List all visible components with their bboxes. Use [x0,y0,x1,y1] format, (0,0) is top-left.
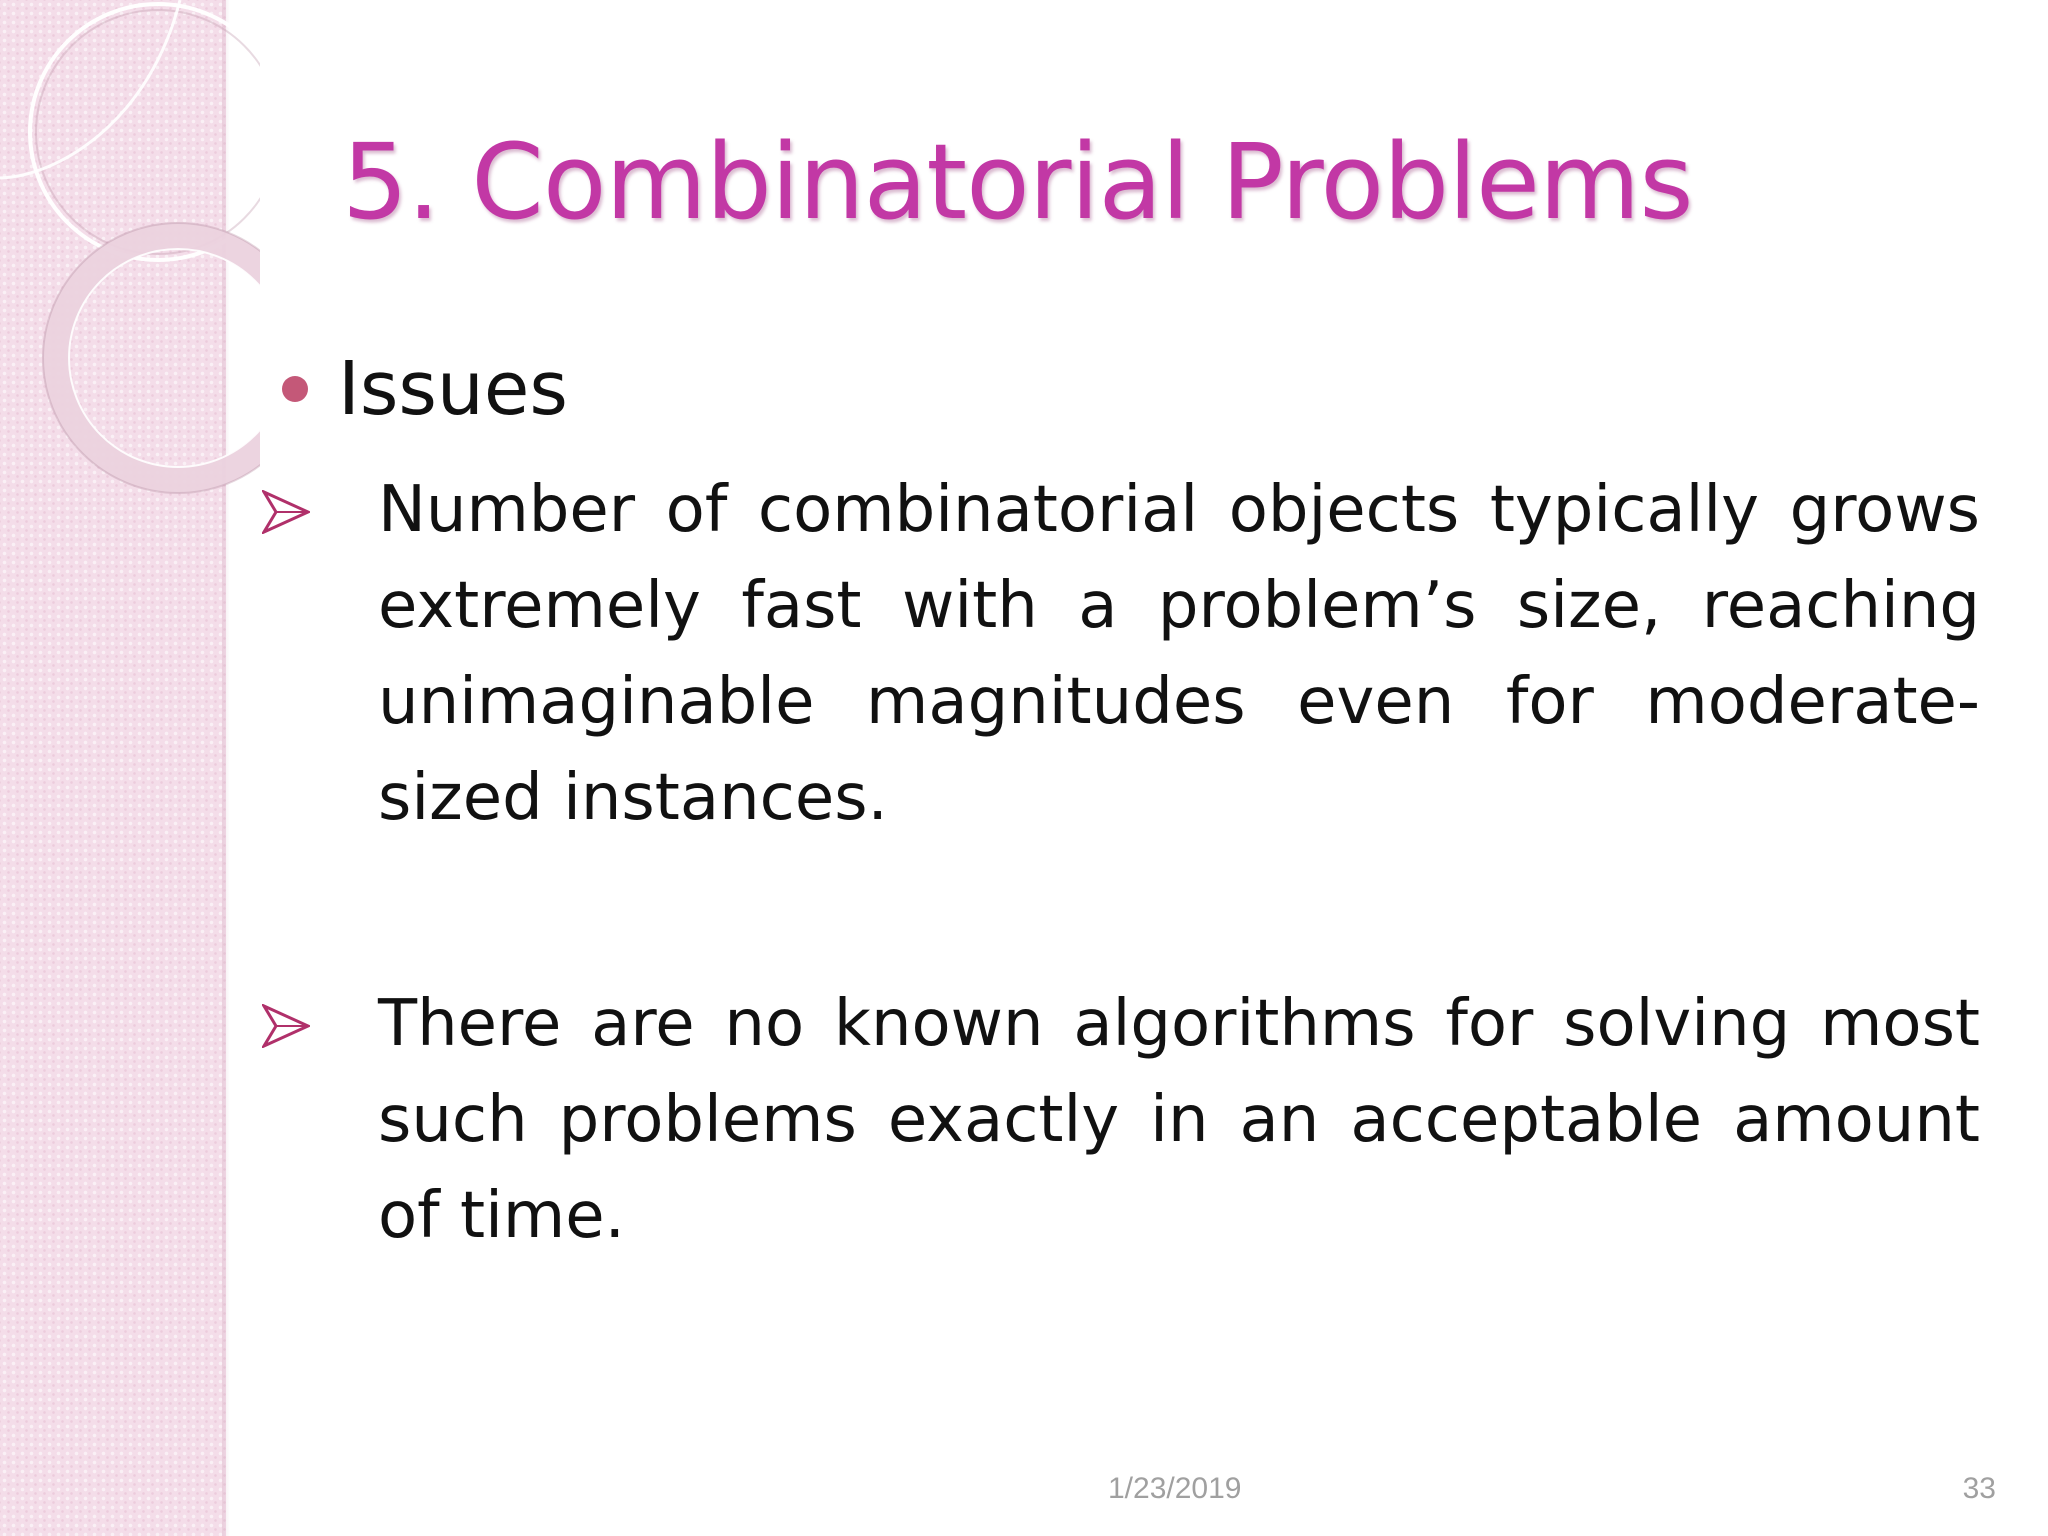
footer-date: 1/23/2019 [1108,1472,1242,1505]
page-number: 33 [1962,1472,1996,1505]
arrow-bullet-icon [262,1004,310,1048]
bullet-item-issues [282,346,568,432]
arrow-bullet-icon [262,490,310,534]
point-text: Number of combinatorial objects typically grows extremely fast with a problem’s size, reaching unimaginable magnitudes even for moderate-sized instances. [378,473,1980,835]
bullet-heading: Issues [338,346,568,432]
bullet-dot-icon [282,376,308,402]
decorative-rings [0,0,260,520]
slide-title: 5. Combinatorial Problems [342,121,1693,243]
point-text: There are no known algorithms for solving most such problems exactly in an acceptable amount of time. [378,987,1980,1253]
